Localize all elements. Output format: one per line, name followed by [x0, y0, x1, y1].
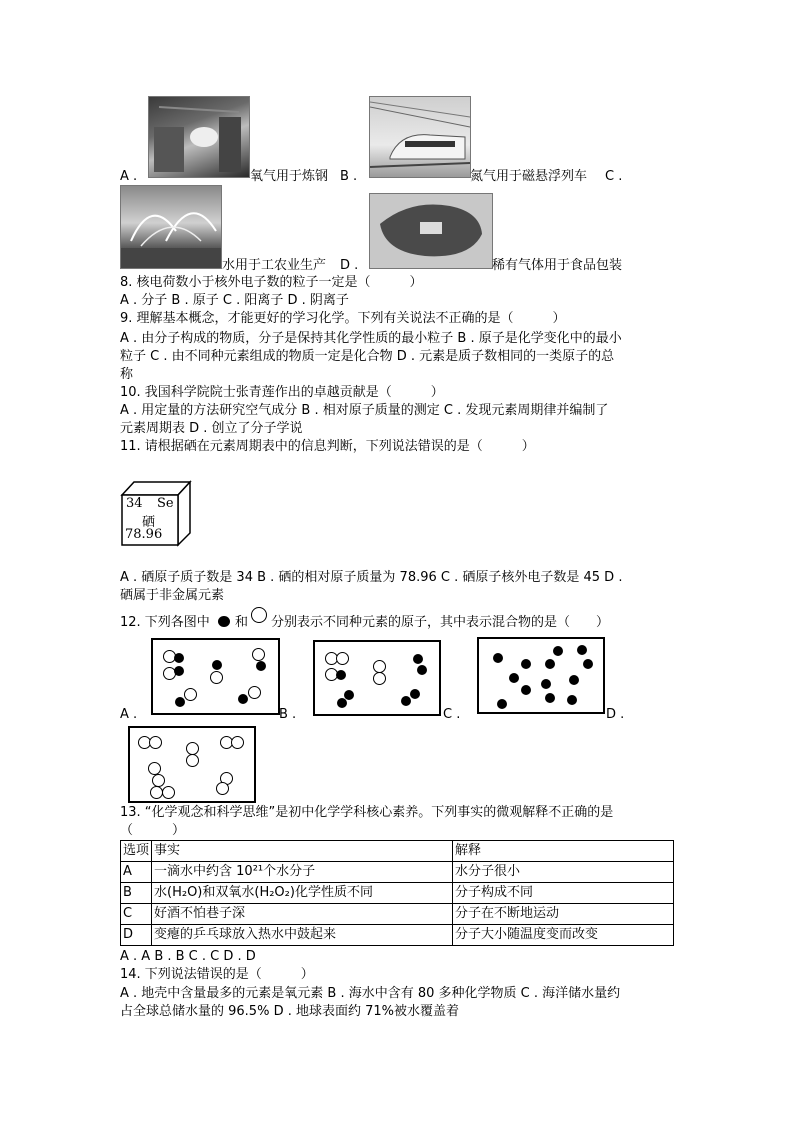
package-icon: [370, 194, 492, 268]
table-row: [121, 904, 674, 925]
q13-stem-line2: （ ）: [120, 823, 186, 838]
train-icon: [370, 97, 470, 177]
table-row: [121, 862, 674, 883]
q12-diagram-a: [151, 638, 280, 715]
q7-option-d-text: 稀有气体用于食品包装: [492, 258, 623, 273]
row-option: A: [121, 862, 152, 883]
food-packaging-photo: [369, 193, 493, 269]
q12-diagram-c: [477, 637, 605, 714]
selenium-element-cell: [120, 479, 192, 547]
row-fact: 水(H₂O)和双氧水(H₂O₂)化学性质不同: [152, 883, 453, 904]
q14-options-line2: 占全球总储水量的 96.5% D . 地球表面约 71%被水覆盖着: [120, 1004, 459, 1019]
q10-options-line1: A . 用定量的方法研究空气成分 B . 相对原子质量的测定 C . 发现元素周期律并编制了: [120, 403, 609, 418]
element-number: 34: [126, 496, 143, 511]
q8-stem: 8. 核电荷数小于核外电子数的粒子一定是（ ）: [120, 275, 423, 290]
q12-diagram-d: [128, 726, 256, 803]
q7-option-d-prefix: D .: [340, 258, 359, 273]
q12-label-b: B .: [279, 707, 297, 722]
q7-option-a-text: 氧气用于炼钢: [250, 169, 329, 184]
row-explanation: 分子在不断地运动: [453, 904, 674, 925]
row-explanation: 分子构成不同: [453, 883, 674, 904]
q10-stem: 10. 我国科学院院士张青莲作出的卓越贡献是（ ）: [120, 385, 444, 400]
sprinkler-icon: [121, 186, 221, 268]
q14-options-line1: A . 地壳中含量最多的元素是氧元素 B . 海水中含有 80 多种化学物质 C . 海洋储水量约: [120, 986, 621, 1001]
q13-options: A . A B . B C . C D . D: [120, 949, 256, 964]
row-option: D: [121, 925, 152, 946]
irrigation-photo: [120, 185, 222, 269]
q7-option-a-prefix: A .: [120, 169, 138, 184]
q9-options-line2: 粒子 C . 由不同种元素组成的物质一定是化合物 D . 元素是质子数相同的一类原子的总: [120, 349, 615, 364]
element-mass: 78.96: [125, 527, 163, 542]
header-option: 选项: [121, 841, 152, 862]
q12-diagram-b: [313, 640, 441, 716]
white-atom-icon: [251, 607, 267, 623]
row-explanation: 水分子很小: [453, 862, 674, 883]
table-row: [121, 883, 674, 904]
q10-options-line2: 元素周期表 D . 创立了分子学说: [120, 421, 303, 436]
row-fact: 变瘪的乒乓球放入热水中鼓起来: [152, 925, 453, 946]
black-atom-icon: [218, 616, 230, 627]
q12-label-a: A .: [120, 707, 138, 722]
q11-stem: 11. 请根据硒在元素周期表中的信息判断，下列说法错误的是（ ）: [120, 439, 535, 454]
element-name: 硒: [142, 515, 156, 530]
q9-options-line1: A . 由分子构成的物质，分子是保持其化学性质的最小粒子 B . 原子是化学变化中的最小: [120, 331, 622, 346]
q8-options: A . 分子 B . 原子 C . 阳离子 D . 阴离子: [120, 293, 349, 308]
row-fact: 好酒不怕巷子深: [152, 904, 453, 925]
q13-table: [120, 840, 674, 946]
q7-option-b-text: 氮气用于磁悬浮列车: [470, 169, 588, 184]
table-header-row: [121, 841, 674, 862]
row-explanation: 分子大小随温度变而改变: [453, 925, 674, 946]
table-row: [121, 925, 674, 946]
q12-stem-pre: 12. 下列各图中: [120, 615, 210, 630]
q13-stem-line1: 13. “化学观念和科学思维”是初中化学学科核心素养。下列事实的微观解释不正确的是: [120, 805, 614, 820]
furnace-icon: [149, 97, 249, 177]
steelmaking-photo: [148, 96, 250, 178]
header-explanation: 解释: [453, 841, 674, 862]
q12-label-d: D .: [606, 707, 625, 722]
q7-option-c-prefix: C .: [605, 169, 623, 184]
q14-stem: 14. 下列说法错误的是（ ）: [120, 967, 314, 982]
header-fact: 事实: [152, 841, 453, 862]
q9-options-line3: 称: [120, 367, 134, 382]
row-option: C: [121, 904, 152, 925]
q11-options-line1: A . 硒原子质子数是 34 B . 硒的相对原子质量为 78.96 C . 硒原子核外电子数是 45 D .: [120, 570, 623, 585]
q12-stem-post: 分别表示不同种元素的原子，其中表示混合物的是（ ）: [271, 615, 610, 630]
q12-label-c: C .: [443, 707, 461, 722]
q9-stem: 9. 理解基本概念，才能更好的学习化学。下列有关说法不正确的是（ ）: [120, 311, 566, 326]
row-option: B: [121, 883, 152, 904]
q12-stem-mid: 和: [235, 615, 249, 630]
maglev-train-photo: [369, 96, 471, 178]
q7-option-b-prefix: B .: [340, 169, 358, 184]
q11-options-line2: 硒属于非金属元素: [120, 588, 225, 603]
element-symbol: Se: [157, 496, 174, 511]
q7-option-c-text: 水用于工农业生产: [222, 258, 327, 273]
row-fact: 一滴水中约含 10²¹个水分子: [152, 862, 453, 883]
